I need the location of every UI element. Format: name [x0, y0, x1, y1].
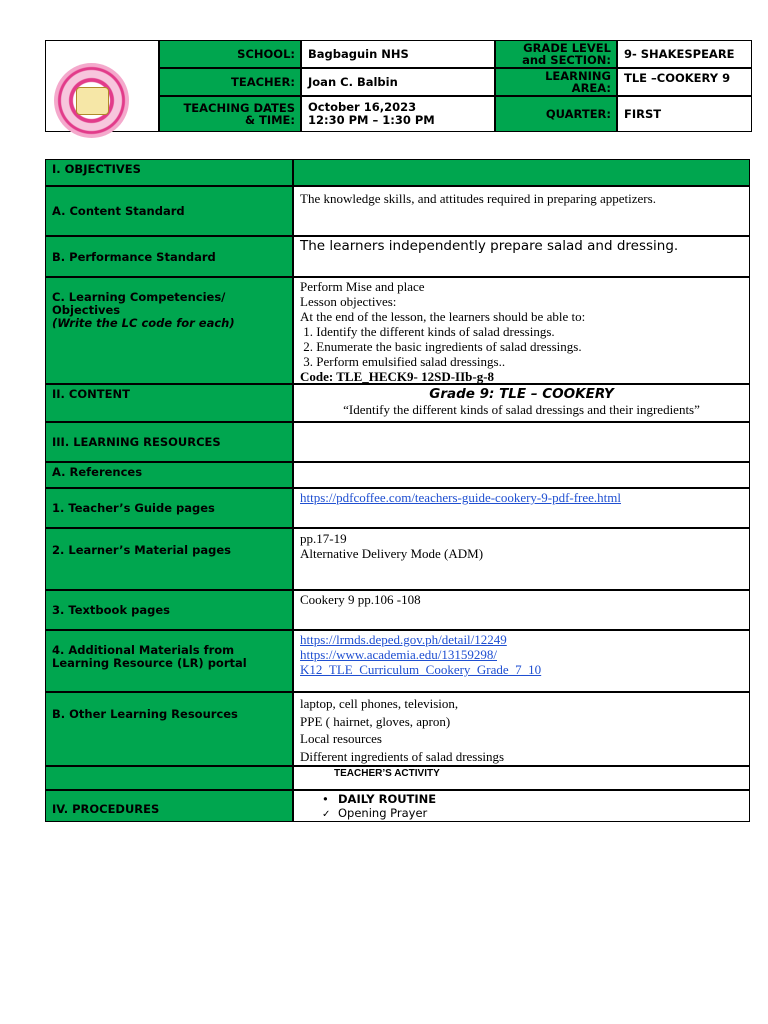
competency-line: 3. Perform emulsified salad dressings.. — [300, 354, 506, 369]
resource-line: Local resources — [300, 731, 382, 746]
seal-emblem-icon — [76, 87, 109, 115]
teacher-value: Joan C. Balbin — [301, 68, 495, 96]
learning-area-value: TLE –COOKERY 9 — [617, 68, 752, 96]
content-standard-label: A. Content Standard — [45, 186, 293, 236]
resource-line: laptop, cell phones, television, — [300, 696, 459, 711]
learning-area-label: LEARNING AREA: — [495, 68, 617, 96]
competency-line: At the end of the lesson, the learners should be able to: — [300, 309, 586, 324]
competency-line: 2. Enumerate the basic ingredients of salad dressings. — [300, 339, 582, 354]
content-title: Grade 9: TLE – COOKERY — [429, 386, 614, 402]
content-label: II. CONTENT — [45, 384, 293, 422]
bullet-icon: • — [322, 792, 329, 806]
content-subtitle: “Identify the different kinds of salad dressings and their ingredients” — [343, 402, 700, 417]
additional-materials-label: 4. Additional Materials from Learning Resource (LR) portal — [45, 630, 293, 692]
opening-prayer-item: ✓ Opening Prayer — [322, 806, 428, 820]
academia-link[interactable]: https://www.academia.edu/13159298/ — [300, 647, 498, 662]
performance-standard-label: B. Performance Standard — [45, 236, 293, 277]
activity-header-left — [45, 766, 293, 790]
teacher-activity-header: TEACHER’S ACTIVITY — [293, 766, 750, 790]
additional-materials-value — [293, 630, 750, 692]
resource-line: Different ingredients of salad dressings — [300, 748, 505, 764]
curriculum-link[interactable]: K12_TLE_Curriculum_Cookery_Grade_7_10 — [300, 662, 542, 677]
quarter-value: FIRST — [617, 96, 752, 132]
references-label: A. References — [45, 462, 293, 488]
objectives-header-right — [293, 159, 750, 186]
competency-code: Code: TLE_HECK9- 12SD-IIb-g-8 — [300, 369, 495, 384]
textbook-value: Cookery 9 pp.106 -108 — [293, 590, 750, 630]
performance-standard-value: The learners independently prepare salad and dressing. — [293, 236, 750, 277]
teachers-guide-link[interactable]: https://pdfcoffee.com/teachers-guide-cookery-9-pdf-free.html — [300, 490, 622, 505]
learning-resources-value — [293, 422, 750, 462]
daily-routine-item: • DAILY ROUTINE — [322, 792, 437, 806]
references-value — [293, 462, 750, 488]
learners-material-label: 2. Learner’s Material pages — [45, 528, 293, 590]
teacher-label: TEACHER: — [159, 68, 301, 96]
school-value: Bagbaguin NHS — [301, 40, 495, 68]
lrmds-link[interactable]: https://lrmds.deped.gov.ph/detail/12249 — [300, 632, 507, 647]
quarter-label: QUARTER: — [495, 96, 617, 132]
competencies-label: C. Learning Competencies/ Objectives (Write the LC code for each) — [45, 277, 293, 384]
other-resources-label: B. Other Learning Resources — [45, 692, 293, 766]
procedures-value — [293, 790, 750, 822]
content-standard-value: The knowledge skills, and attitudes required in preparing appetizers. — [293, 186, 750, 236]
procedures-label: IV. PROCEDURES — [45, 790, 293, 822]
other-resources-value — [293, 692, 750, 766]
learners-material-value: pp.17-19 Alternative Delivery Mode (ADM) — [293, 528, 750, 590]
school-seal-icon — [54, 63, 129, 138]
checkmark-icon: ✓ — [322, 809, 331, 820]
competencies-value — [293, 277, 750, 384]
school-logo-cell — [45, 40, 159, 132]
textbook-label: 3. Textbook pages — [45, 590, 293, 630]
school-label: SCHOOL: — [159, 40, 301, 68]
teachers-guide-value — [293, 488, 750, 528]
grade-level-label: GRADE LEVEL and SECTION: — [495, 40, 617, 68]
objectives-label: I. OBJECTIVES — [45, 159, 293, 186]
teaching-dates-label: TEACHING DATES & TIME: — [159, 96, 301, 132]
learning-resources-label: III. LEARNING RESOURCES — [45, 422, 293, 462]
content-value — [293, 384, 750, 422]
resource-line: PPE ( hairnet, gloves, apron) — [300, 713, 451, 729]
grade-level-value: 9- SHAKESPEARE — [617, 40, 752, 68]
competency-line: Lesson objectives: — [300, 294, 397, 309]
competency-line: Perform Mise and place — [300, 279, 425, 294]
competency-line: 1. Identify the different kinds of salad dressings. — [300, 324, 555, 339]
teaching-dates-value: October 16,2023 12:30 PM – 1:30 PM — [301, 96, 495, 132]
teachers-guide-label: 1. Teacher’s Guide pages — [45, 488, 293, 528]
